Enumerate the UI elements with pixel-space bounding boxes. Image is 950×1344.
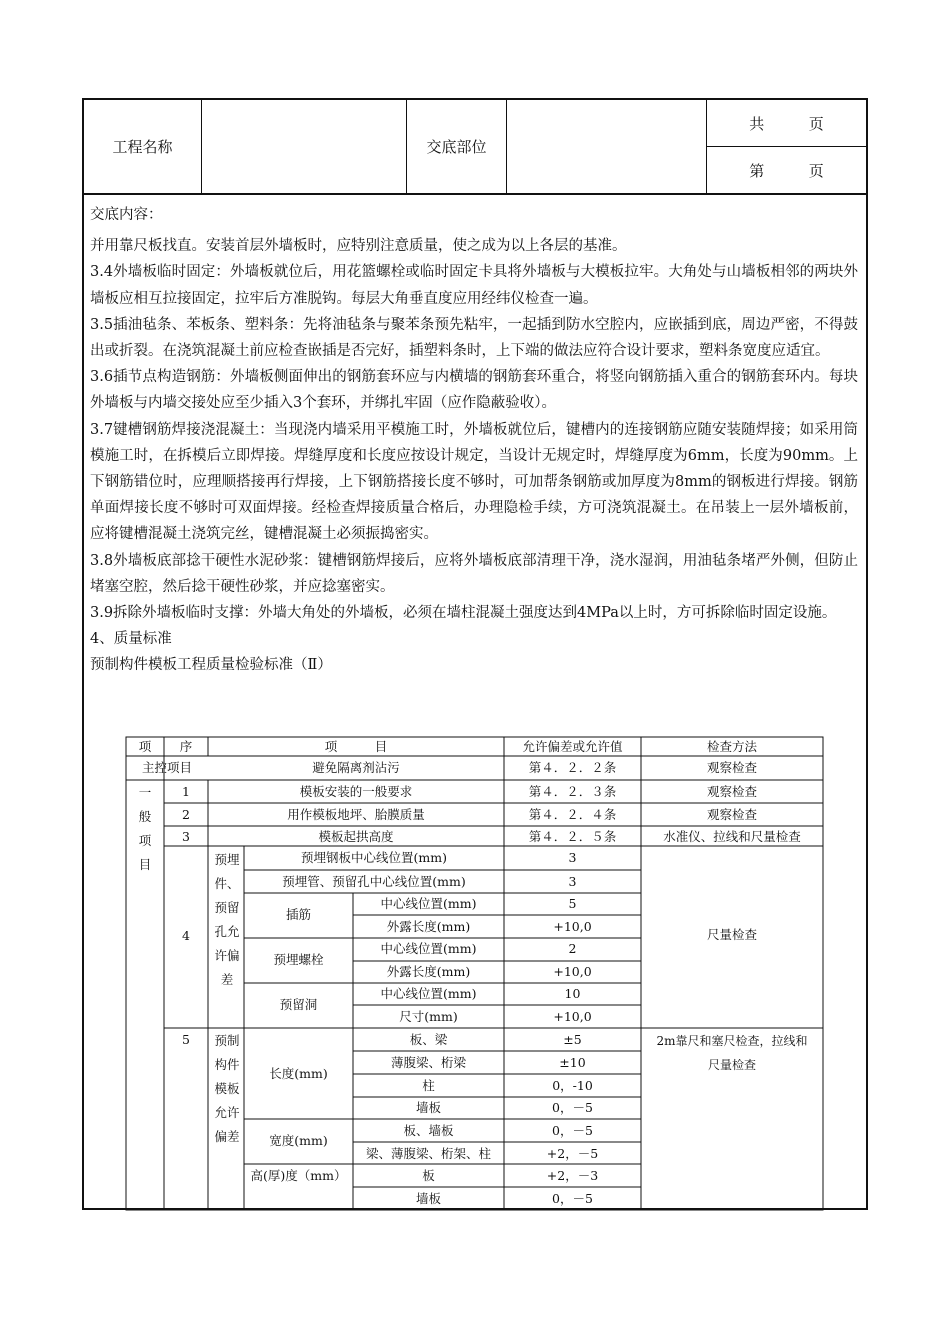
g4-tolerance: +10,0 bbox=[553, 919, 592, 934]
row-1-no: 1 bbox=[182, 784, 190, 799]
g4-sub: 中心线位置(mm) bbox=[380, 986, 477, 1001]
row-3-method: 水准仪、拉线和尺量检查 bbox=[663, 829, 801, 844]
main-control-method: 观察检查 bbox=[706, 760, 757, 775]
row-3-tolerance: 第４．２．５条 bbox=[528, 829, 617, 844]
g4-sub: 尺寸(mm) bbox=[399, 1009, 458, 1024]
col-head-method: 检查方法 bbox=[706, 739, 757, 754]
g4-tolerance: 2 bbox=[568, 941, 577, 956]
g5-sub: 板 bbox=[422, 1168, 435, 1183]
paragraph: 3.8外墙板底部捻干硬性水泥砂浆：键槽钢筋焊接后，应将外墙板底部清理干净，浇水湿润，用油毡条堵严外侧，但防止堵塞空腔，然后捻干硬性砂浆，并应捻塞密实。 bbox=[90, 552, 858, 595]
group-5-label: 预制 构件 模板 允许 偏差 bbox=[214, 1033, 240, 1144]
paragraph: 3.7键槽钢筋焊接浇混凝土：当现浇内墙采用平模施工时，外墙板就位后，键槽内的连接钢筋应随安装随焊接；如采用筒模施工时，在拆模后立即焊接。焊缝厚度和长度应按设计规定，当设计无规定时，焊缝厚度为6mm，长度为90mm。上下钢筋错位时，应理顺搭接再行焊接，上下钢筋搭接长度不够时，可加帮条钢筋或加厚度为8mm的钢板进行焊接。钢筋单面焊接长度不够时可双面焊接。经检查焊接质量合格后，办理隐检手续，方可浇筑混凝土。在吊装上一层外墙板前，应将键槽混凝土浇筑完丝，键槽混凝土必须振捣密实。 bbox=[90, 421, 858, 543]
col-head-category: 项 bbox=[138, 739, 152, 754]
group-4-label: 预埋 件、 预留 孔允 许偏 差 bbox=[214, 852, 240, 987]
row-1-tolerance: 第４．２．３条 bbox=[528, 784, 617, 799]
page-number-label: 第 bbox=[749, 161, 765, 180]
g5-method-line-1: 2m靠尺和塞尺检查，拉线和 bbox=[656, 1034, 808, 1048]
g5-method-line-2: 尺量检查 bbox=[707, 1058, 756, 1072]
col-head-tolerance: 允许偏差或允许值 bbox=[522, 739, 623, 754]
g5-sub: 板、梁 bbox=[409, 1032, 448, 1047]
g4-tolerance: +10,0 bbox=[553, 964, 592, 979]
g4-group-bolt: 预埋螺栓 bbox=[273, 952, 324, 967]
col-head-seq: 序 bbox=[179, 739, 193, 754]
g4-tolerance: +10,0 bbox=[553, 1009, 592, 1024]
g4-item: 预埋钢板中心线位置(mm) bbox=[301, 850, 447, 865]
g5-group-length: 长度(mm) bbox=[269, 1066, 328, 1081]
row-1-method: 观察检查 bbox=[706, 784, 757, 799]
g4-method: 尺量检查 bbox=[706, 927, 757, 942]
g4-sub: 中心线位置(mm) bbox=[380, 941, 477, 956]
g5-tolerance: 0，－5 bbox=[552, 1123, 593, 1138]
table-caption: 预制构件模板工程质量检验标准（Ⅱ） bbox=[90, 657, 332, 674]
g5-sub: 柱 bbox=[422, 1078, 435, 1093]
g5-tolerance: ±10 bbox=[559, 1055, 586, 1070]
main-control-item: 避免隔离剂沾污 bbox=[312, 760, 400, 775]
g5-tolerance: 0，-10 bbox=[552, 1078, 593, 1093]
g4-tolerance: 3 bbox=[568, 874, 577, 889]
project-name-label: 工程名称 bbox=[84, 100, 202, 193]
paragraph: 3.5插油毡条、苯板条、塑料条：先将油毡条与聚苯条预先粘牢，一起插到防水空腔内，应嵌插到底，周边严密，不得鼓出或折裂。在浇筑混凝土前应检查嵌插是否完好，插塑料条时，上下端的做法应符合设计要求，塑料条宽度应适宜。 bbox=[90, 316, 858, 360]
paragraph: 3.6插节点构造钢筋：外墙板侧面伸出的钢筋套环应与内横墙的钢筋套环重合，将竖向钢筋插入重合的钢筋套环内。每块外墙板与内墙交接处应至少插入3个套环，并绑扎牢固（应作隐蔽验收）。 bbox=[90, 369, 858, 412]
row-3-item: 模板起拱高度 bbox=[318, 829, 394, 844]
page-number-unit: 页 bbox=[808, 161, 824, 180]
row-2-item: 用作模板地坪、胎膜质量 bbox=[287, 807, 425, 822]
g4-item: 预埋管、预留孔中心线位置(mm) bbox=[282, 874, 466, 889]
g5-group-width: 宽度(mm) bbox=[269, 1133, 328, 1148]
section-heading: 4、质量标准 bbox=[90, 631, 172, 648]
handover-part-label: 交底部位 bbox=[407, 100, 507, 193]
main-control-label: 主控项目 bbox=[141, 760, 192, 775]
paragraph: 3.9拆除外墙板临时支撑：外墙大角处的外墙板，必须在墙柱混凝土强度达到4MPa以上时，方可拆除临时固定设施。 bbox=[90, 605, 837, 622]
g4-tolerance: 5 bbox=[568, 896, 577, 911]
g5-tolerance: +2，－5 bbox=[546, 1146, 599, 1161]
g4-group-hole: 预留洞 bbox=[279, 997, 318, 1012]
paragraph: 并用靠尺板找直。安装首层外墙板时，应特别注意质量，使之成为以上各层的基准。 bbox=[90, 238, 627, 255]
g4-tolerance: 3 bbox=[568, 850, 577, 865]
g5-tolerance: ±5 bbox=[563, 1032, 582, 1047]
content-heading: 交底内容： bbox=[90, 207, 163, 223]
row-4-no: 4 bbox=[182, 928, 190, 943]
row-2-method: 观察检查 bbox=[706, 807, 757, 822]
g4-tolerance: 10 bbox=[564, 986, 581, 1001]
general-items-label: 一 般 项 目 bbox=[138, 785, 152, 872]
g4-sub: 外露长度(mm) bbox=[386, 919, 471, 934]
g5-tolerance: 0，－5 bbox=[552, 1191, 593, 1206]
row-5-no: 5 bbox=[182, 1032, 190, 1047]
main-control-tolerance: 第４．２．２条 bbox=[528, 760, 617, 775]
g5-tolerance: 0，－5 bbox=[552, 1100, 593, 1115]
g5-sub: 墙板 bbox=[415, 1100, 441, 1115]
col-head-item: 项 目 bbox=[324, 739, 388, 754]
row-1-item: 模板安装的一般要求 bbox=[299, 784, 413, 799]
g5-sub: 薄腹梁、桁梁 bbox=[390, 1055, 466, 1070]
g4-sub: 中心线位置(mm) bbox=[380, 896, 477, 911]
g5-sub: 梁、薄腹梁、桁架、柱 bbox=[365, 1146, 491, 1161]
g5-sub: 墙板 bbox=[415, 1191, 441, 1206]
total-pages-label: 共 bbox=[749, 114, 765, 133]
g5-sub: 板、墙板 bbox=[403, 1123, 454, 1138]
row-3-no: 3 bbox=[182, 829, 190, 844]
g5-group-height: 高(厚)度（mm） bbox=[250, 1168, 347, 1183]
row-2-tolerance: 第４．２．４条 bbox=[528, 807, 617, 822]
g5-tolerance: +2，－3 bbox=[546, 1168, 599, 1183]
g4-sub: 外露长度(mm) bbox=[386, 964, 471, 979]
total-pages-unit: 页 bbox=[808, 114, 824, 133]
row-2-no: 2 bbox=[182, 807, 190, 822]
g4-group-rebar: 插筋 bbox=[285, 907, 311, 922]
paragraph: 3.4外墙板临时固定：外墙板就位后，用花篮螺栓或临时固定卡具将外墙板与大模板拉牢。大角处与山墙板相邻的两块外墙板应相互拉接固定，拉牢后方准脱钩。每层大角垂直度应用经纬仪检查一遍。 bbox=[90, 264, 858, 307]
